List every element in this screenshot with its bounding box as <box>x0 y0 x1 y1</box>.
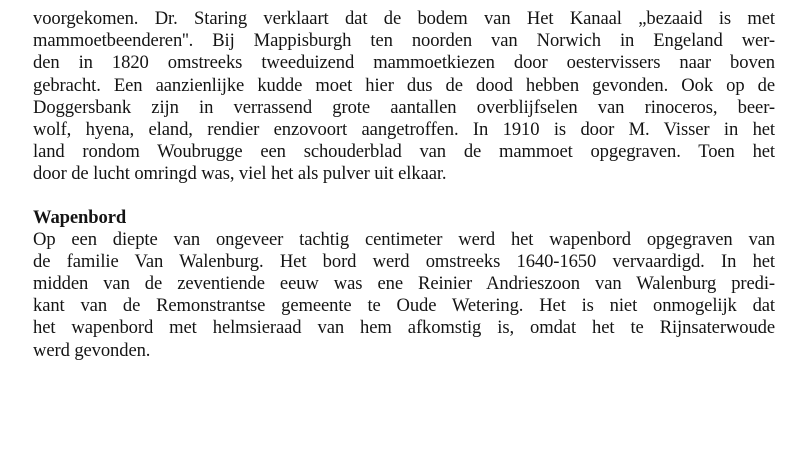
text-line: gebracht. Een aanzienlijke kudde moet hier dus de dood hebben gevonden. Ook op de <box>33 74 775 96</box>
text-line: de familie Van Walenburg. Het bord werd omstreeks 1640-1650 vervaardigd. In het <box>33 250 775 272</box>
text-line: door de lucht omringd was, viel het als pulver uit elkaar. <box>33 163 447 185</box>
text-line: het wapenbord met helmsieraad van hem afkomstig is, omdat het te Rijnsaterwoude <box>33 317 775 339</box>
text-line: kant van de Remonstrantse gemeente te Oude Wetering. Het is niet onmogelijk dat <box>33 295 775 317</box>
paragraph-mammoth-finds <box>33 8 775 186</box>
text-line: land rondom Woubrugge een schouderblad van de mammoet opgegraven. Toen het <box>33 141 775 163</box>
text-line: voorgekomen. Dr. Staring verklaart dat de bodem van Het Kanaal „bezaaid is met <box>33 8 775 29</box>
text-line: Doggersbank zijn in verrassend grote aantallen overblijfselen van rinoceros, beer- <box>33 96 775 118</box>
text-line: midden van de zeventiende eeuw was ene Reinier Andrieszoon van Walenburg predi- <box>33 273 775 295</box>
section-heading: Wapenbord <box>33 206 127 228</box>
document-page <box>33 8 775 362</box>
text-line: Op een diepte van ongeveer tachtig centimeter werd het wapenbord opgegraven van <box>33 228 775 250</box>
paragraph-spacer <box>33 186 775 207</box>
text-line: den in 1820 omstreeks tweeduizend mammoetkiezen door oestervissers naar boven <box>33 52 775 74</box>
text-line: wolf, hyena, eland, rendier enzovoort aangetroffen. In 1910 is door M. Visser in het <box>33 118 775 140</box>
text-line: werd gevonden. <box>33 339 151 361</box>
text-line: mammoetbeenderen''. Bij Mappisburgh ten noorden van Norwich in Engeland wer- <box>33 30 775 52</box>
section-wapenbord <box>33 207 775 362</box>
